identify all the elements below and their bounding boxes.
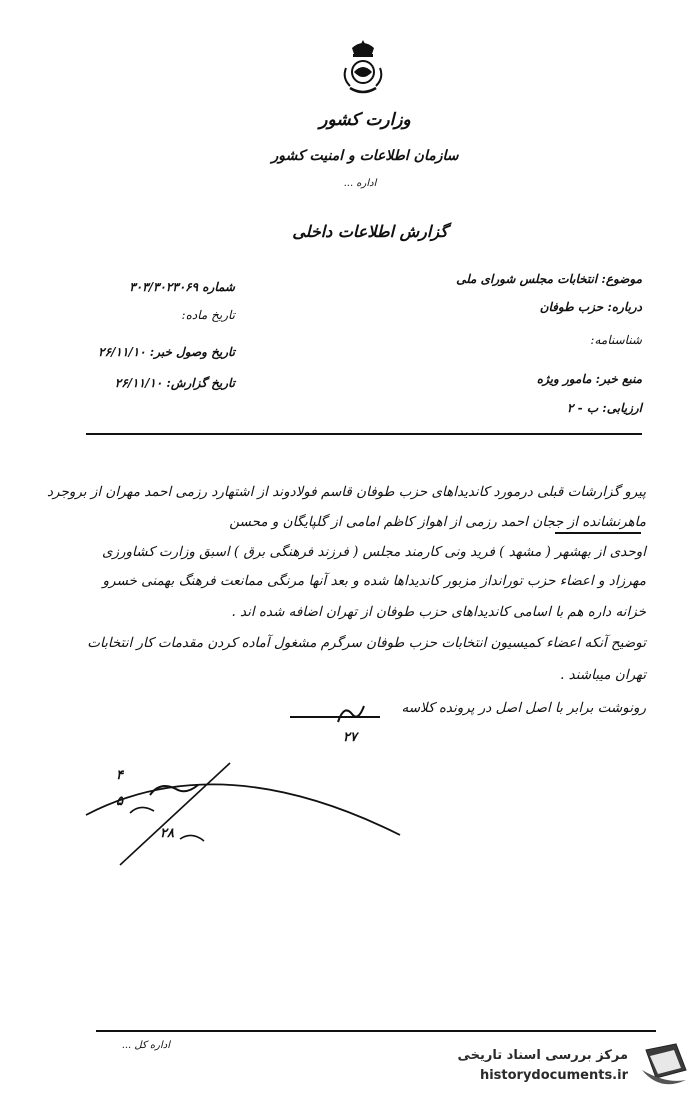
watermark [418, 1046, 646, 1088]
body-line: مهرزاد و اعضاء حزب تورانداز مزبور کاندیداها شده و بعد آنها مرنگی ممانعت فرهنگ بهمنی خسرو [102, 573, 646, 589]
ministry-name: وزارت کشور [319, 110, 411, 130]
report-date-field: تاریخ گزارش: ۲۶/۱۱/۱۰ [114, 376, 235, 390]
watermark-name: مرکز بررسی اسناد تاریخی [457, 1048, 628, 1063]
about-field: درباره: حزب طوفان [539, 300, 642, 314]
signature-mark: ۲۷ [343, 730, 357, 745]
body-line: توضیح آنکه اعضاء کمیسیون انتخابات حزب طوفان سرگرم مشغول آماده کردن مقدمات کار انتخابات [87, 635, 646, 651]
body-line: ماهرنشانده از ججان احمد رزمی از اهواز کاظم امامی از گلپایگان و محسن [229, 514, 646, 530]
handwritten-number: ۲۸ [160, 826, 174, 841]
body-line: تهران میباشند . [560, 667, 646, 683]
header-separator [86, 433, 642, 435]
underline-mark [555, 532, 641, 534]
report-title: گزارش اطلاعات داخلی [292, 222, 448, 241]
handwritten-number: ۵ [116, 794, 123, 809]
copy-certification-line: رونوشت برابر با اصل اصل در پرونده کلاسه [401, 700, 646, 716]
handwritten-arc [80, 755, 420, 875]
subject-field: موضوع: انتخابات مجلس شورای ملی [456, 272, 642, 286]
bottom-separator [96, 1030, 656, 1032]
date-label-field: تاریخ ماده: [181, 308, 235, 322]
body-line: اوحدی از بهشهر ( مشهد ) فرید ونی کارمند مجلس ( فرزند فرهنگی برق ) اسبق وزارت کشاورزی [101, 544, 646, 560]
news-date-field: تاریخ وصول خبر: ۲۶/۱۱/۱۰ [98, 345, 235, 359]
handwritten-number: ۴ [116, 768, 123, 783]
emblem-icon [338, 38, 388, 98]
department-name: سازمان اطلاعات و امنیت کشور [271, 148, 459, 164]
evaluation-field: ارزیابی: ب - ۲ [567, 401, 642, 415]
body-line: خزانه داره هم با اسامی کاندیداهای حزب طوفان از تهران اضافه شده اند . [231, 604, 646, 620]
source-field: منبع خبر: مامور ویژه [536, 372, 642, 386]
watermark-url: historydocuments.ir [479, 1068, 628, 1083]
bottom-footer-label: اداره کل ... [121, 1040, 170, 1051]
signature-scribble [330, 700, 370, 730]
body-line: پیرو گزارشات قبلی درمورد کاندیداهای حزب طوفان قاسم فولادوند از اشتهارد رزمی احمد مهران از بروجرد [47, 484, 646, 500]
classification-field: شناسنامه: [590, 333, 642, 347]
document-archive-logo-icon [636, 1040, 692, 1092]
number-field: شماره ۳۰۳/۳۰۲۳۰۶۹ [129, 280, 235, 294]
sub-department: اداره ... [343, 178, 377, 189]
